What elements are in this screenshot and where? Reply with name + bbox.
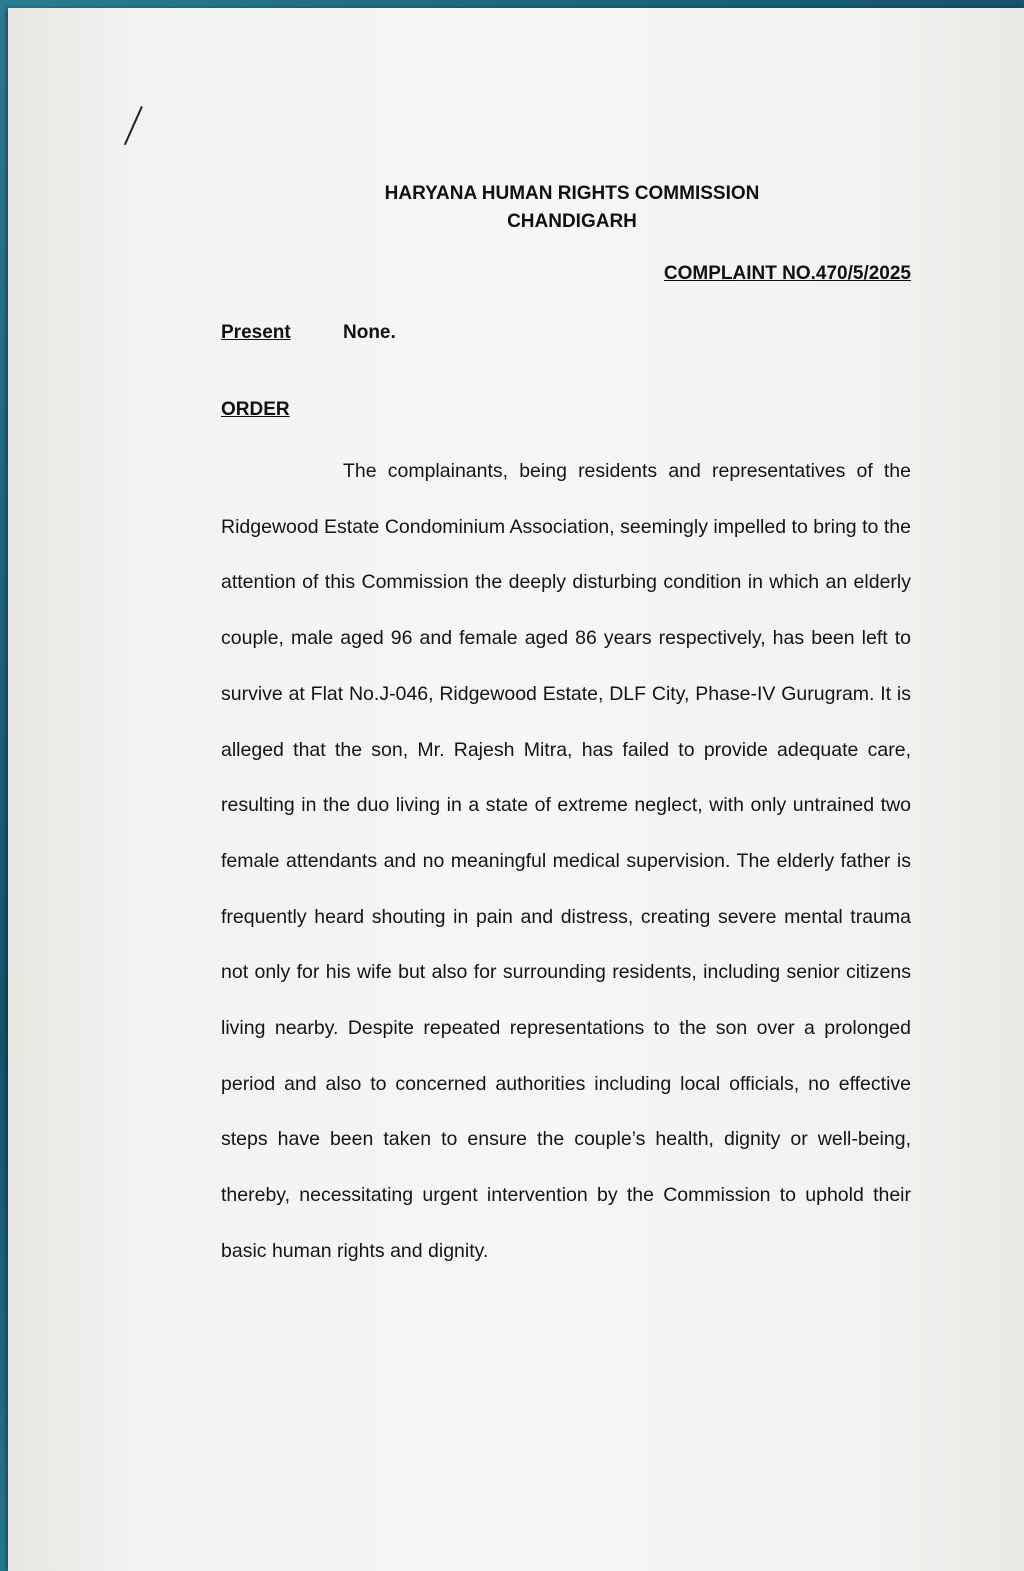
complaint-number: COMPLAINT NO.470/5/2025	[663, 263, 911, 284]
document-page	[8, 8, 1024, 1571]
commission-location: CHANDIGARH	[507, 211, 637, 232]
pen-mark	[124, 106, 143, 145]
order-paragraph: The complainants, being residents and representatives of the Ridgewood Estate Condominium Association, seemingly impelled to bring to the attention of this Commission the deeply disturbing condition in which an elderly couple, male aged 96 and female aged 86 years respectively, has been left to survive at Flat No.J-046, Ridgewood Estate, DLF City, Phase-IV Gurugram. It is alleged that the son, Mr. Rajesh Mitra, has failed to provide adequate care, resulting in the duo living in a state of extreme neglect, with only untrained two female attendants and no meaningful medical supervision. The elderly father is frequently heard shouting in pain and distress, creating severe mental trauma not only for his wife but also for surrounding residents, including senior citizens living nearby. Despite repeated representations to the son over a prolonged period and also to concerned authorities including local officials, no effective steps have been taken to ensure the couple’s health, dignity or well-being, thereby, necessitating urgent intervention by the Commission to uphold their basic human rights and dignity.	[221, 460, 911, 1262]
present-value: None.	[343, 322, 396, 343]
present-label: Present	[221, 322, 291, 343]
order-heading: ORDER	[221, 399, 290, 420]
commission-title: HARYANA HUMAN RIGHTS COMMISSION	[384, 183, 760, 204]
